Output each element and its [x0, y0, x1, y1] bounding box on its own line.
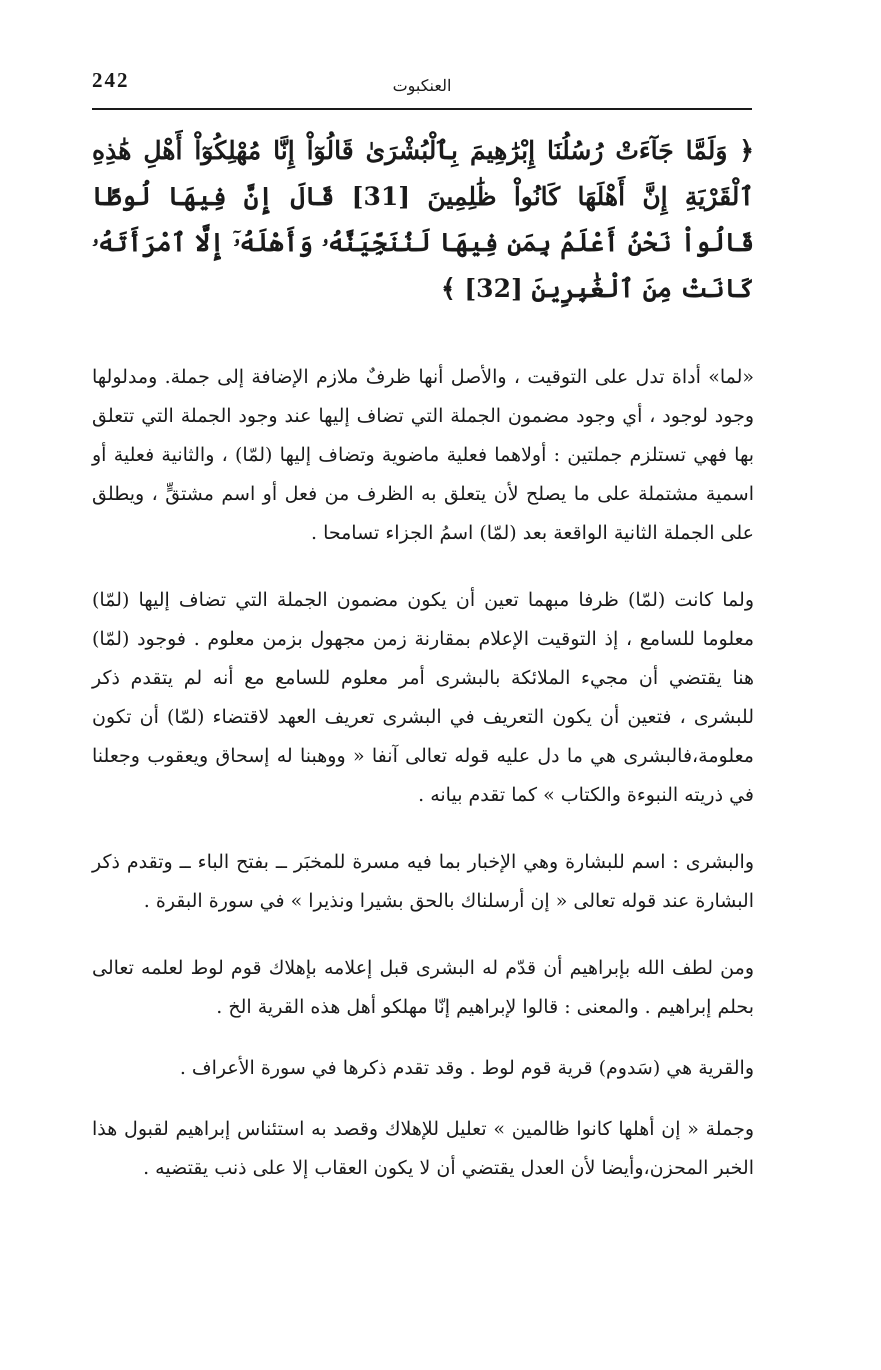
running-title: العنكبوت [392, 76, 452, 95]
paragraph-bushra-meaning: والبشرى : اسم للبشارة وهي الإخبار بما فيه مسرة للمخبَر ــ بفتح الباء ــ وتقدم ذكر البشارة عند قوله تعالى « إن أرسلناك بالحق بشيرا ونذيرا » في سورة البقرة . [92, 851, 754, 912]
paragraph-qarya: والقرية هي (سَدوم) قرية قوم لوط . وقد تقدم ذكرها في سورة الأعراف . [179, 1057, 754, 1079]
paragraph-lamma-definition: «لما» أداة تدل على التوقيت ، والأصل أنها ظرفٌ ملازم الإضافة إلى جملة. ومدلولها وجود لوجود ، أي وجود مضمون الجملة التي تضاف إليها عند وجود الجملة التي تتعلق بها فهي تستلزم جملتين : أولاهما فعلية ماضوية وتضاف إليها (لمّا) ، والثانية فعلية أو اسمية مشتملة على ما يصلح لأن يتعلق به الظرف من فعل أو اسم مشتقٍّ ، ويطلق على الجملة الثانية الواقعة بعد (لمّا) اسمُ الجزاء تسامحا . [92, 366, 754, 544]
page-header [92, 66, 752, 106]
quran-verse: ﴿ وَلَمَّا جَآءَتْ رُسُلُنَا إِبْرَٰهِيمَ بِٱلْبُشْرَىٰ قَالُوٓاْ إِنَّا مُهْلِكُوٓاْ أَهْلِ هَٰذِهِ ٱلْقَرْيَةِ إِنَّ أَهْلَهَا كَانُواْ ظَٰلِمِينَ [31] قَالَ إِنَّ فِيهَا لُوطًا قَالُواْ نَحْنُ أَعْلَمُ بِمَن فِيهَا لَنُنَجِّيَنَّهُۥ وَأَهْلَهُۥٓ إِلَّا ٱمْرَأَتَهُۥ كَانَتْ مِنَ ٱلْغَٰبِرِينَ [32] ﴾ [92, 136, 754, 303]
paragraph-lutf: ومن لطف الله بإبراهيم أن قدّم له البشرى قبل إعلامه بإهلاك قوم لوط لعلمه تعالى بحلم إبراهيم . والمعنى : قالوا لإبراهيم إنّا مهلكو أهل هذه القرية الخ . [92, 957, 754, 1018]
paragraph-justification: وجملة « إن أهلها كانوا ظالمين » تعليل للإهلاك وقصد به استئناس إبراهيم لقبول هذا الخبر المحزن،وأيضا لأن العدل يقتضي أن لا يكون العقاب إلا على ذنب يقتضيه . [92, 1118, 754, 1179]
page-number: 242 [92, 68, 130, 92]
page-body [92, 128, 754, 1216]
paragraph-lamma-usage: ولما كانت (لمّا) ظرفا مبهما تعين أن يكون مضمون الجملة التي تضاف إليها (لمّا) معلوما للسامع ، إذ التوقيت الإعلام بمقارنة زمن مجهول بزمن معلوم . فوجود (لمّا) هنا يقتضي أن مجيء الملائكة بالبشرى أمر معلوم للسامع مع أنه لم يتقدم ذكر للبشرى ، فتعين أن يكون التعريف في البشرى تعريف العهد لاقتضاء (لمّا) أن تكون معلومة،فالبشرى هي ما دل عليه قوله تعالى آنفا « ووهبنا له إسحاق ويعقوب وجعلنا في ذريته النبوءة والكتاب » كما تقدم بيانه . [92, 589, 754, 806]
header-rule [92, 108, 752, 110]
